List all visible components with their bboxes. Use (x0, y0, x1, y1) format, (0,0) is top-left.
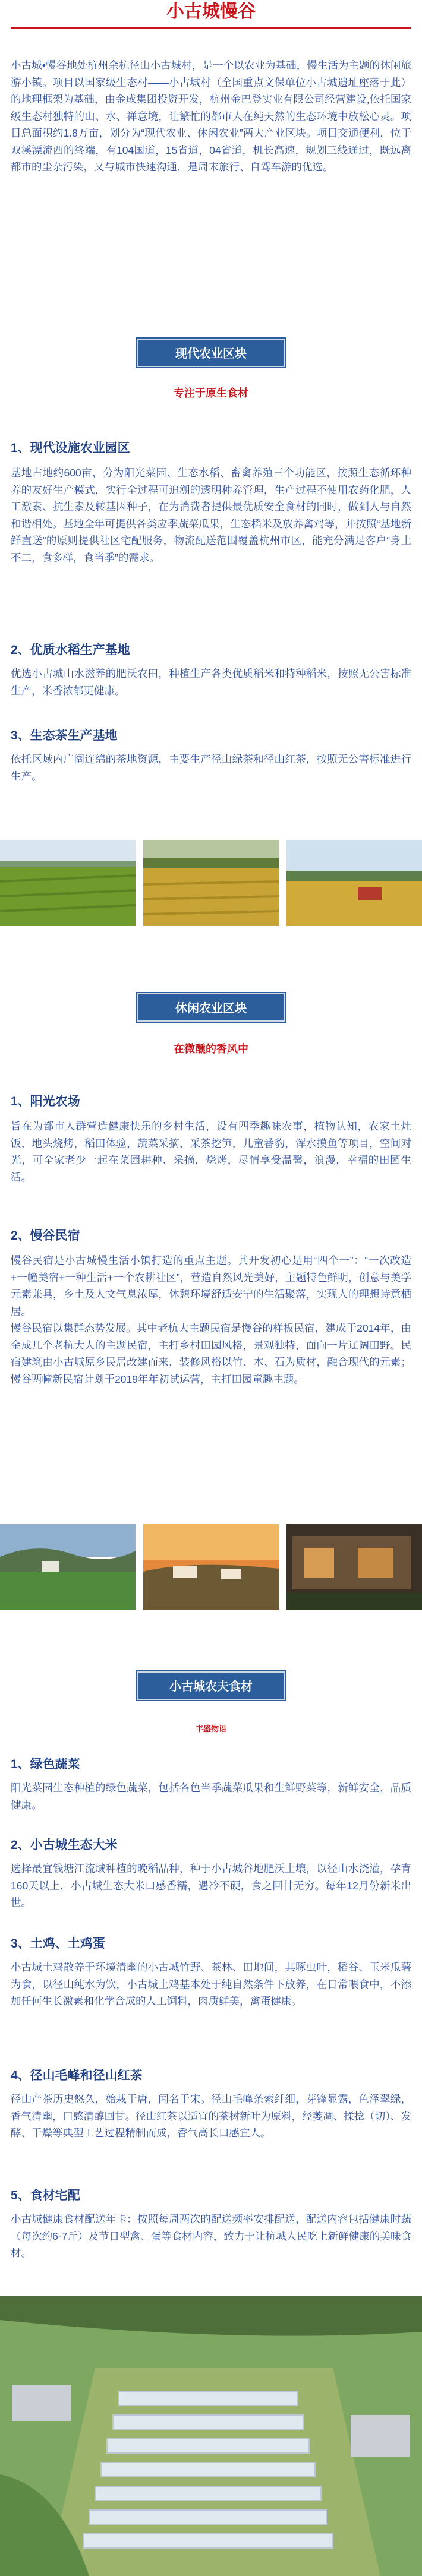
section-badge-modern-agriculture: 现代农业区块 (137, 339, 285, 367)
section-badge-farm-ingredients: 小古城农夫食材 (137, 1671, 285, 1700)
item-heading: 2、小古城生态大米 (11, 1838, 118, 1852)
item-heading: 2、慢谷民宿 (11, 1229, 80, 1243)
item-heading: 4、径山毛峰和径山红茶 (11, 2069, 143, 2082)
item-body: 小古城土鸡散养于环境清幽的小古城竹野、茶林、田地间，其啄虫叶，稻谷、玉米瓜薯为食，以径山纯水为饮，小古城土鸡基本处于纯自然条件下放养，在日常喂食中，不添加任何生长激素和化学合成的人工饲料，肉质鲜美，禽蛋健康。 (11, 1961, 411, 2007)
item-body: 慢谷民宿是小古城慢生活小镇打造的重点主题。其开发初心是用“四个一”：“一次改造+一幢美宿+一种生活+一个农耕社区”，营造自然风光美好，主题特色鲜明，创意与美学元素兼具，乡土及人文气息浓厚，休憩环境舒适安宁的生活聚落，实现人的理想诗意栖居。 慢谷民宿以集群态势发展。其中老杭大主题民宿是慢谷的样板民宿，建成于2014年，由金成几个老杭大人的主题民宿，主打乡村田园风格，景观独特，面向一片辽阔田野。民宿建筑由小古城原乡民居改建而来，装修风格以竹、木、石为质材，融合现代的元素；慢谷两幢新民宿计划于2019年年初试运营，主打田园童趣主题。 (11, 1254, 411, 1385)
item-body: 优选小古城山水滋养的肥沃农田，种植生产各类优质稻米和特种稻米，按照无公害标准生产，米香浓郁更健康。 (11, 668, 411, 697)
item-heading: 5、食材宅配 (11, 2189, 80, 2202)
item-body: 选择最宜钱塘江流域种植的晚稻品种，种于小古城谷地肥沃土壤，以径山水浇灌，孕育160天以上，小古城生态大米口感香糯，遇冷不硬，食之回甘无穷。每年12月份新米出世。 (11, 1863, 411, 1908)
item-body: 基地占地约600亩，分为阳光菜园、生态水稻、畜禽养殖三个功能区，按照生态循环种养的友好生产模式，实行全过程可追溯的透明种养管理，生产过程不使用农药化肥，人工激素、抗生素及转基因种子，在为消费者提供最优质安全食材的同时，做到人与自然和谐相处。基地全年可提供各类应季蔬菜瓜果，生态稻米及放养禽鸡等，并按照“基地新鲜直送”的原则提供社区宅配服务，物流配送范围覆盖杭州市区，能充分满足客户“身土不二，食多样，食当季”的需求。 (11, 467, 411, 564)
section-badge-leisure-agriculture: 休闲农业区块 (137, 993, 285, 1022)
item-heading: 1、现代设施农业园区 (11, 441, 130, 455)
aerial-greenhouse-photo (0, 2296, 422, 2576)
item-body: 阳光菜园生态种植的绿色蔬菜，包括各色当季蔬菜瓜果和生鲜野菜等，新鲜安全，品质健康。 (11, 1782, 411, 1811)
item-body: 小古城健康食材配送年卡：按照每周两次的配送频率安排配送，配送内容包括健康时蔬（每次约6-7斤）及节日型禽、蛋等食材内容，致力于让杭城人民吃上新鲜健康的美味食材。 (11, 2213, 411, 2259)
harvest-field-photo (286, 840, 422, 926)
item-heading: 2、优质水稻生产基地 (11, 643, 130, 657)
section-subtitle: 在微醺的香风中 (174, 1043, 248, 1055)
rice-field-photo (0, 840, 136, 926)
title-underline (11, 27, 411, 29)
page-title: 小古城慢谷 (166, 2, 256, 21)
item-heading: 1、绿色蔬菜 (11, 1758, 80, 1771)
item-heading: 1、阳光农场 (11, 1095, 80, 1108)
golden-rice-photo (143, 840, 279, 926)
item-body: 旨在为都市人群营造健康快乐的乡村生活，设有四季趣味农事，植物认知，农家土灶饭，地头烧烤，稻田体验，蔬菜采摘，采茶挖笋，儿童番豹，浑水摸鱼等项目，空间对光，可全家老少一起在菜园耕种、采摘，烧烤，尽情享受温馨，浪漫，幸福的田园生活。 (11, 1120, 411, 1183)
item-body: 径山产茶历史悠久，始栽于唐，闻名于宋。径山毛峰条索纤细，芽锋显露，色泽翠绿，香气清幽，口感清醇回甘。径山红茶以适宜的茶树新叶为原料，经萎凋、揉捻（切）、发酵、干燥等典型工艺过程精制而成，香气高长口感宜人。 (11, 2093, 411, 2139)
title-bar (0, 0, 422, 33)
section-subtitle: 专注于原生食材 (174, 387, 248, 399)
item-body: 依托区域内广阔连绵的茶地资源，主要生产径山绿茶和径山红茶，按照无公害标准进行生产。 (11, 753, 411, 782)
guesthouse-photo (286, 1524, 422, 1610)
item-heading: 3、生态茶生产基地 (11, 729, 118, 742)
section-subtitle: 丰盛物语 (195, 1724, 226, 1733)
sunset-village-photo (143, 1524, 279, 1610)
item-heading: 3、土鸡、土鸡蛋 (11, 1937, 105, 1951)
intro-text: 小古城•慢谷地处杭州余杭径山小古城村，是一个以农业为基础，慢生活为主题的休闲旅游小镇。项目以国家级生态村——小古城村（全国重点文保单位小古城遗址座落于此）的地理框架为基础，由金成集团投资开发，杭州金巴登实业有限公司经营建设,依托国家级生态村独特的山、水、禅意境，让繁忙的都市人在纯天然的生态环境中放松心灵。项目总面积约1.8万亩，划分为“现代农业、休闲农业”两大产业区块。项目交通便利，位于双溪漂流西的终端，有104国道，15省道，04省道，机长高速，规划三线通过，既远离都市的尘杂污染，又与城市快速沟通，是周末旅行、自驾车游的优选。 (11, 59, 411, 173)
village-photo (0, 1524, 136, 1610)
